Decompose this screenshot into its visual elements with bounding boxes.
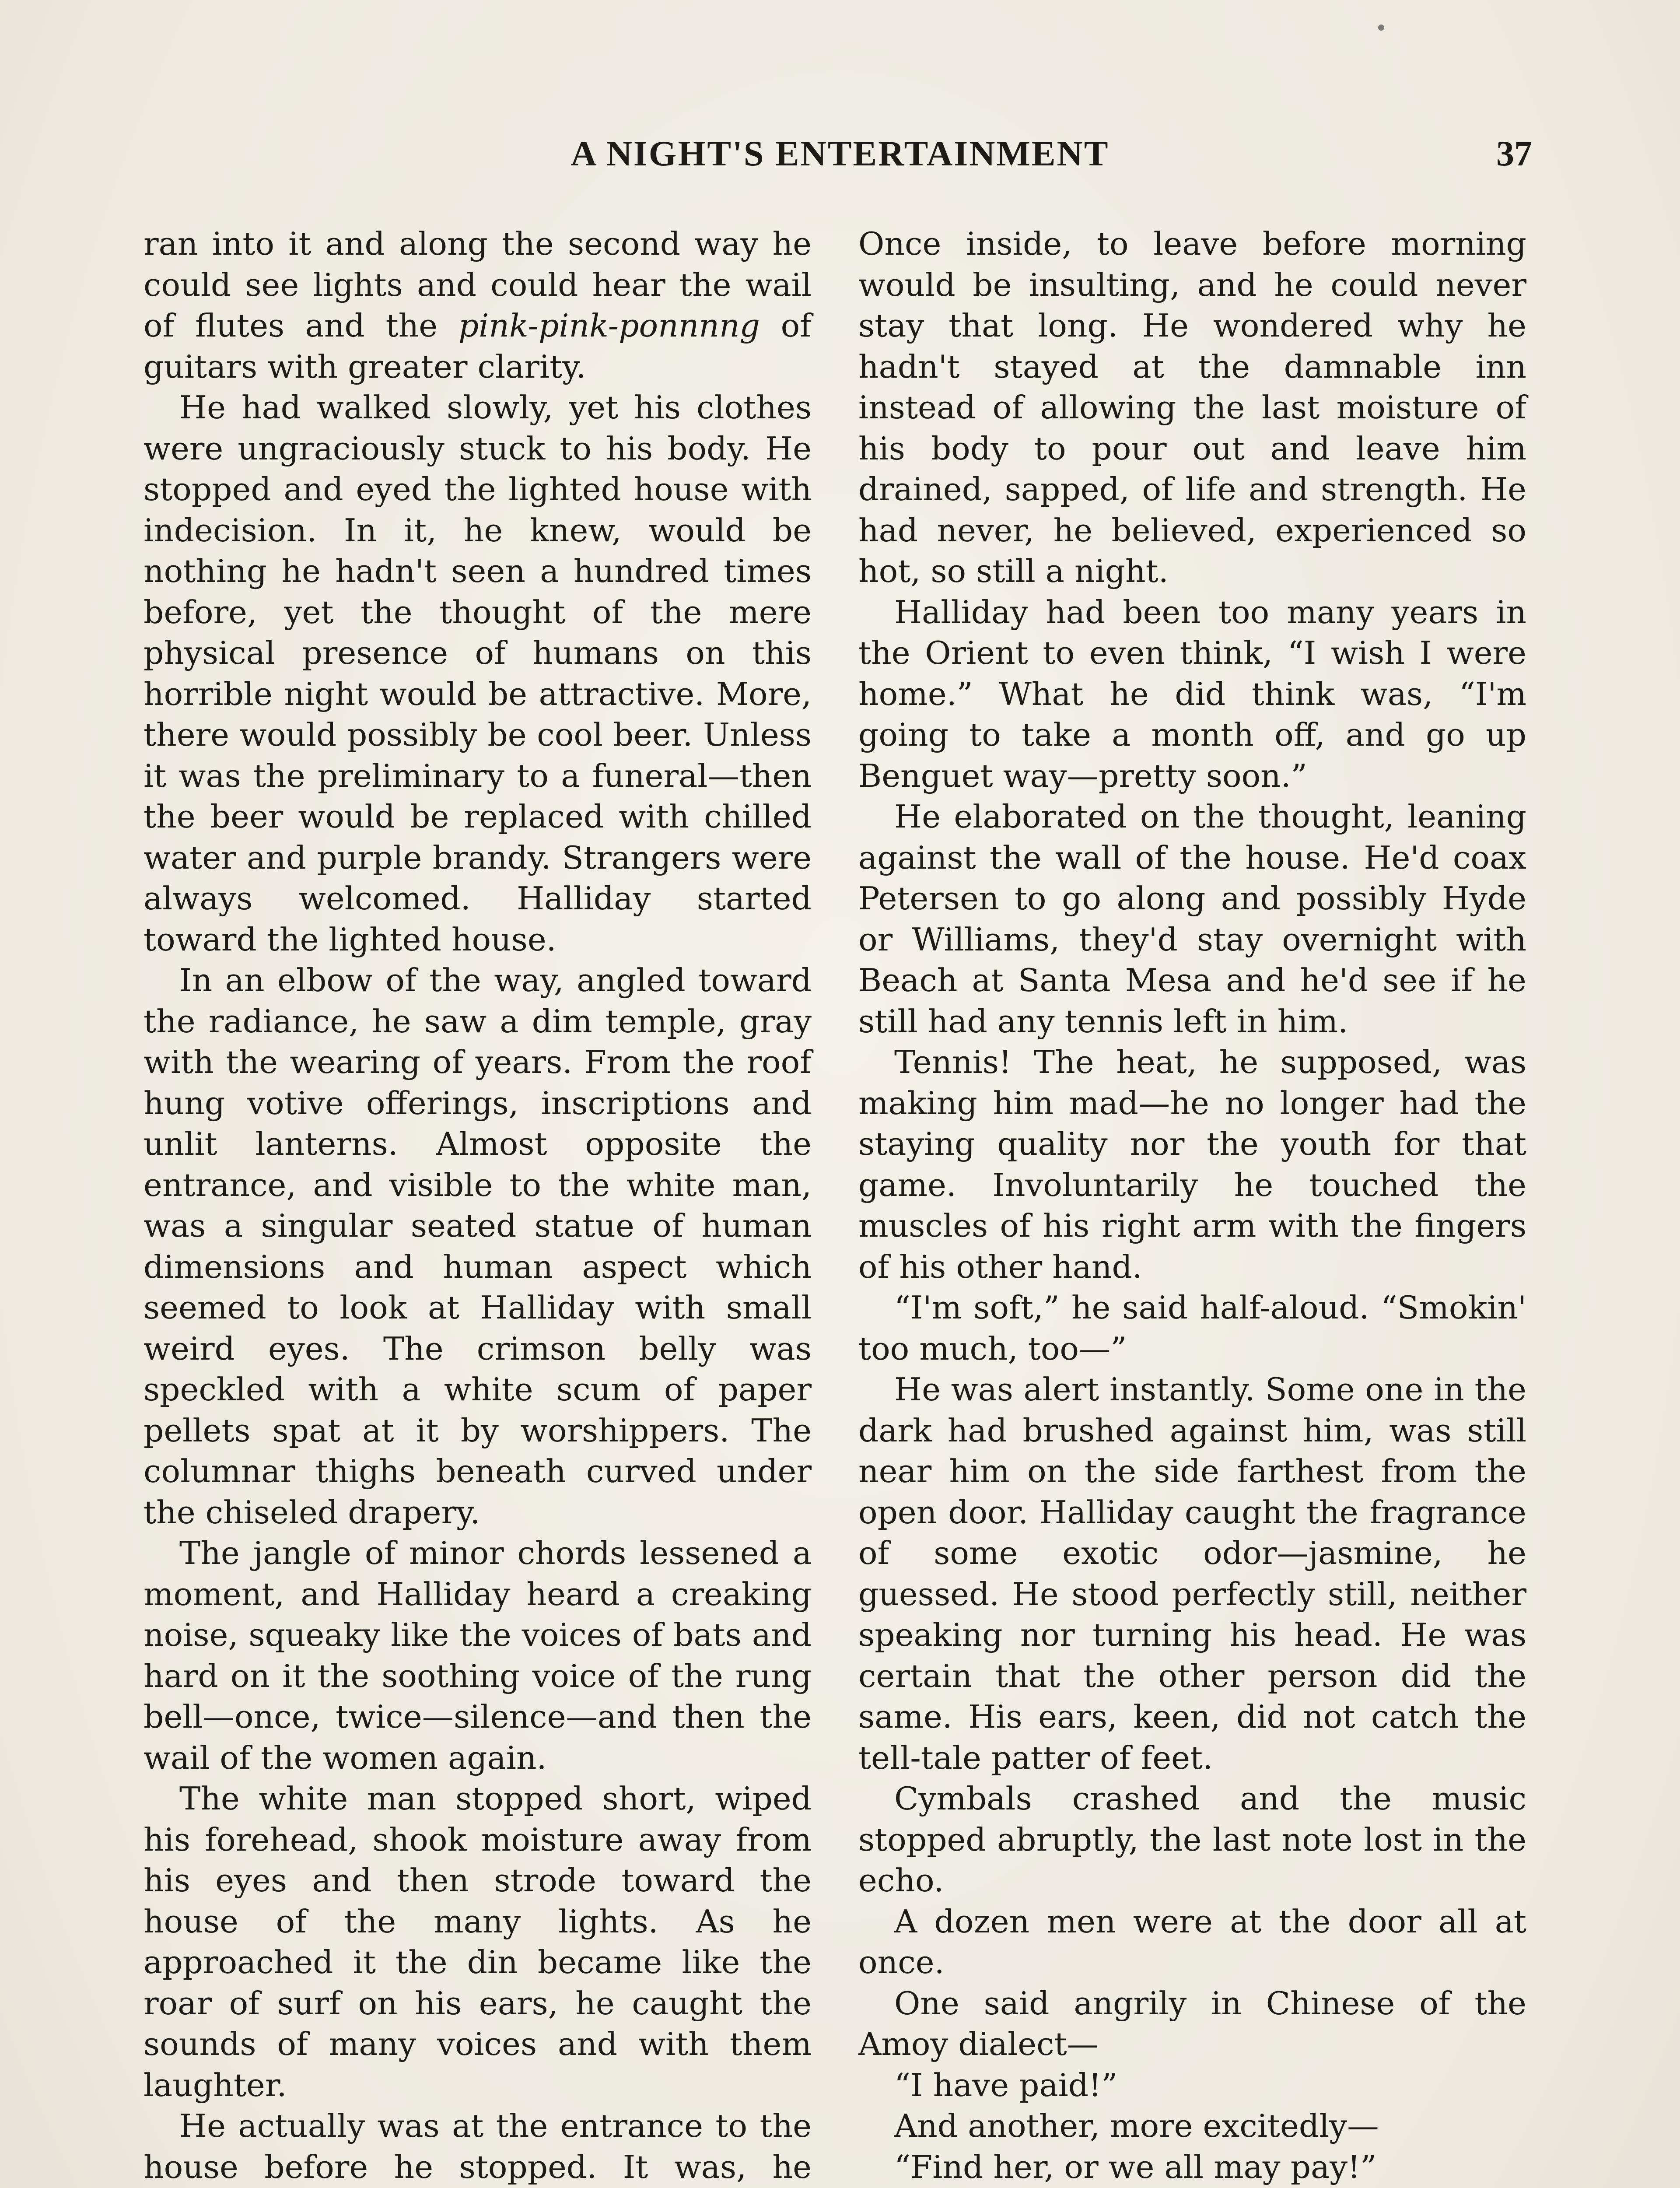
page-number: 37: [1496, 133, 1532, 173]
emphasis-text: pink-pink-ponnnng: [458, 308, 760, 344]
paragraph: The white man stopped short, wiped his forehead, shook moisture away from his eyes and then strode toward the house of the many lights. As he approached it the din became like the roar of surf on his ears, he caught the sounds of many voices and with them laughter.: [144, 1781, 812, 2104]
running-head: A NIGHT'S ENTERTAINMENT: [570, 133, 1110, 173]
paragraph: He had walked slowly, yet his clothes were ungraciously stuck to his body. He stopped and eyed the lighted house with indecision. In it, he knew, would be nothing he hadn't seen a hundred times before, yet the thought of the mere physical presence of humans on this horrible night would be attractive. More, there would possibly be cool beer. Unless it was the preliminary to a funeral—then the beer would be replaced with chilled water and purple brandy. Strangers were always welcomed. Halliday started toward the lighted house.: [144, 389, 812, 958]
paragraph: “I have paid!”: [894, 2067, 1118, 2104]
paragraph: “Find her, or we all may pay!”: [894, 2149, 1377, 2186]
paragraph: ran into it and along the second way he could see lights and could hear the wail of flutes and the pink-pink-ponnnng of guitars with greater clarity.: [144, 226, 812, 386]
paragraph: Halliday had been too many years in the Orient to even think, “I wish I were home.” What he did think was, “I'm going to take a month off, and go up Benguet way—pretty soon.”: [858, 594, 1526, 795]
left-column: [144, 224, 812, 2188]
right-column: [858, 224, 1526, 2188]
print-speck: [1378, 25, 1384, 31]
paragraph: In an elbow of the way, angled toward the radiance, he saw a dim temple, gray with the wearing of years. From the roof hung votive offerings, inscriptions and unlit lanterns. Almost opposite the entrance, and visible to the white man, was a singular seated statue of human dimensions and human aspect which seemed to look at Halliday with small weird eyes. The crimson belly was speckled with a white scum of paper pellets spat at it by worshippers. The columnar thighs beneath curved under the chiseled drapery.: [144, 962, 812, 1531]
paragraph: He elaborated on the thought, leaning against the wall of the house. He'd coax Petersen to go along and possibly Hyde or Williams, they'd stay overnight with Beach at Santa Mesa and he'd see if he still had any tennis left in him.: [858, 799, 1526, 1040]
paragraph: And another, more excitedly—: [894, 2108, 1379, 2145]
paragraph: He was alert instantly. Some one in the dark had brushed against him, was still near him on the side farthest from the open door. Halliday caught the fragrance of some exotic odor—jasmine, he guessed. He stood perfectly still, neither speaking nor turning his head. He was certain that the other person did the same. His ears, keen, did not catch the tell-tale patter of feet.: [858, 1371, 1526, 1777]
paragraph: He actually was at the entrance to the house before he stopped. It was, he: [144, 2108, 812, 2186]
paragraph: Once inside, to leave before morning would be insulting, and he could never stay that long. He wondered why he hadn't stayed at the damnable inn instead of allowing the last moisture of his body to pour out and leave him drained, sapped, of life and strength. He had never, he believed, experienced so hot, so still a night.: [858, 226, 1526, 590]
paragraph: “I'm soft,” he said half-aloud. “Smokin' too much, too—”: [858, 1290, 1526, 1368]
paragraph: The jangle of minor chords lessened a moment, and Halliday heard a creaking noise, squeaky like the voices of bats and hard on it the soothing voice of the rung bell—once, twice—silence—and then the wail of the women again.: [144, 1535, 812, 1777]
paragraph: Cymbals crashed and the music stopped abruptly, the last note lost in the echo.: [858, 1781, 1526, 1899]
paragraph: Tennis! The heat, he supposed, was making him mad—he no longer had the staying quality nor the youth for that game. Involuntarily he touched the muscles of his right arm with the fingers of his other hand.: [858, 1044, 1526, 1286]
paragraph: A dozen men were at the door all at once.: [858, 1903, 1526, 1981]
paragraph: One said angrily in Chinese of the Amoy dialect—: [858, 1985, 1526, 2063]
